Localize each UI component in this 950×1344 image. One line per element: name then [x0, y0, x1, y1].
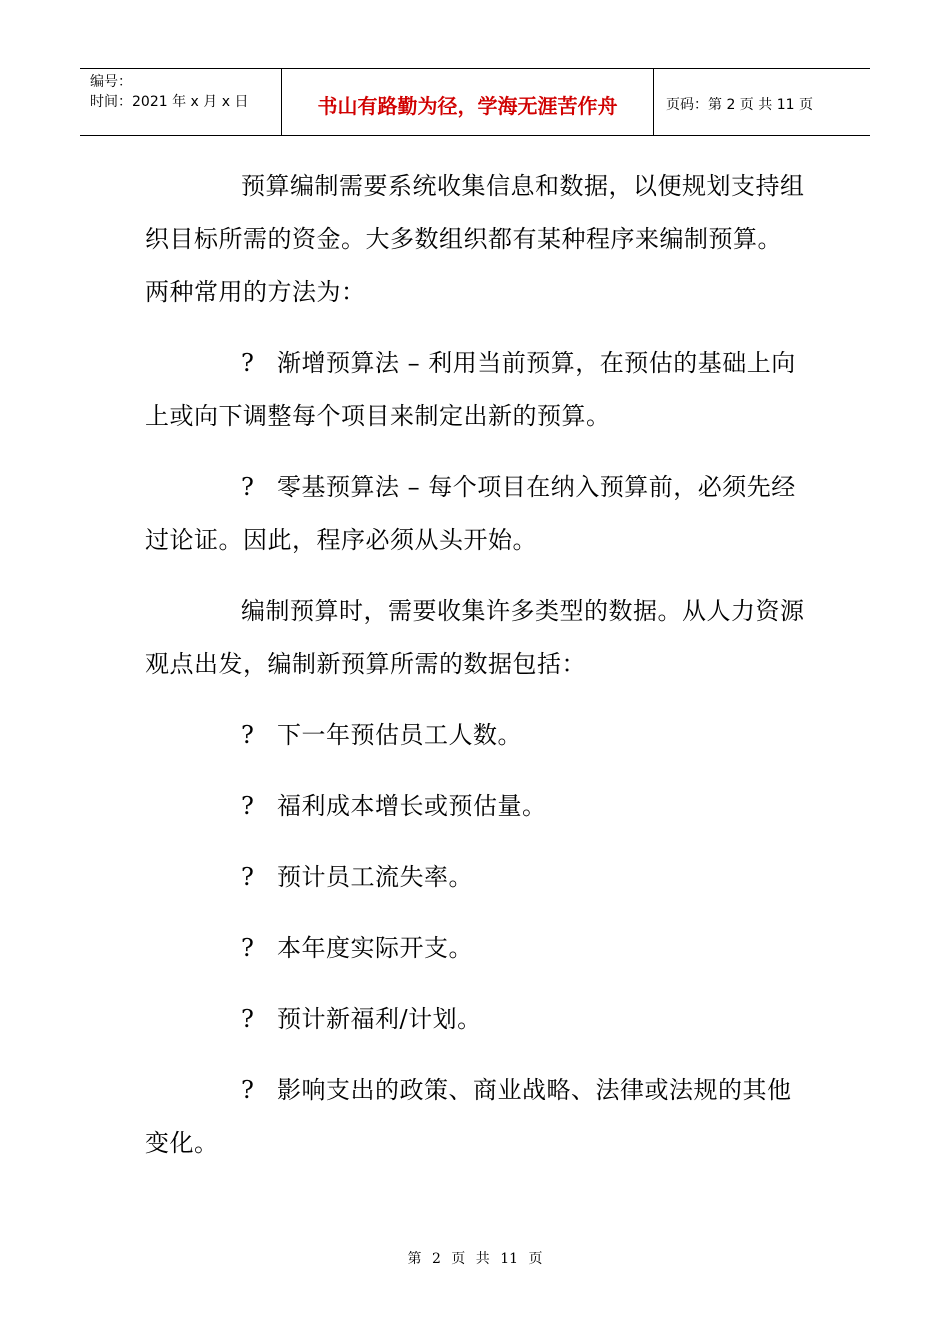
- list-item: [145, 709, 805, 762]
- list-item-text: 福利成本增长或预估量。: [277, 792, 547, 820]
- document-date-label: 时间：2021 年 x 月 x 日: [90, 94, 249, 110]
- header-page-info: 页码：第 2 页 共 11 页: [666, 97, 813, 113]
- method-item-zero-based: [145, 461, 805, 567]
- list-item-text: 预计新福利/计划。: [277, 1005, 482, 1033]
- list-item-text: 下一年预估员工人数。: [277, 721, 522, 749]
- header-motto: 书山有路勤为径，学海无涯苦作舟: [282, 69, 654, 135]
- page-header: [80, 68, 870, 136]
- list-item: [145, 1064, 805, 1170]
- bullet-mark: ?: [241, 934, 255, 962]
- method-text: 零基预算法 – 每个项目在纳入预算前，必须先经过论证。因此，程序必须从头开始。: [145, 473, 796, 554]
- list-item: [145, 922, 805, 975]
- bullet-mark: ?: [241, 863, 255, 891]
- bullet-mark: ?: [241, 1005, 255, 1033]
- list-item: [145, 993, 805, 1046]
- header-meta: [80, 69, 282, 135]
- list-item: [145, 851, 805, 904]
- bullet-mark: ?: [241, 792, 255, 820]
- bullet-mark: ?: [241, 473, 255, 501]
- bullet-mark: ?: [241, 721, 255, 749]
- list-item: [145, 780, 805, 833]
- bullet-mark: ?: [241, 349, 255, 377]
- data-intro-paragraph: 编制预算时，需要收集许多类型的数据。从人力资源观点出发，编制新预算所需的数据包括：: [145, 597, 805, 678]
- document-number-label: 编号：: [90, 74, 132, 90]
- page-footer: 第 2 页 共 11 页: [407, 1251, 543, 1267]
- list-item-text: 影响支出的政策、商业战略、法律或法规的其他变化。: [145, 1076, 792, 1157]
- method-text: 渐增预算法 – 利用当前预算，在预估的基础上向上或向下调整每个项目来制定出新的预算。: [145, 349, 796, 430]
- bullet-mark: ?: [241, 1076, 255, 1104]
- intro-paragraph: 预算编制需要系统收集信息和数据，以便规划支持组织目标所需的资金。大多数组织都有某种程序来编制预算。两种常用的方法为：: [145, 172, 805, 306]
- list-item-text: 预计员工流失率。: [277, 863, 473, 891]
- document-body: [145, 160, 805, 1188]
- method-item-incremental: [145, 337, 805, 443]
- list-item-text: 本年度实际开支。: [277, 934, 473, 962]
